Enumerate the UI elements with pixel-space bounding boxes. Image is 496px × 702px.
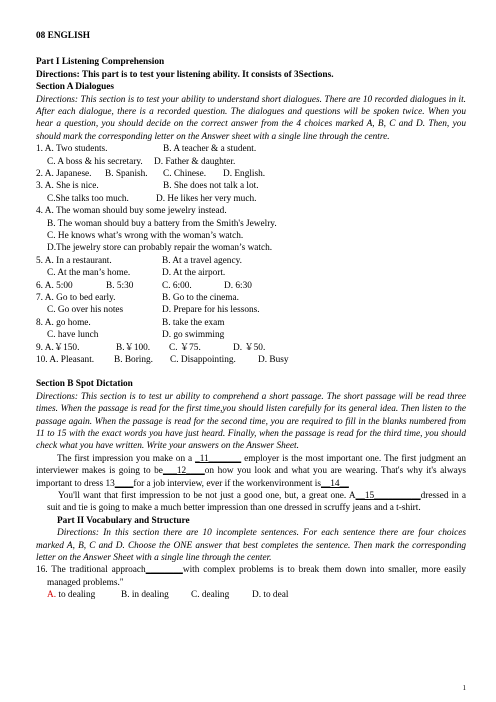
- q2-option-b: B. Spanish.: [105, 169, 148, 180]
- q16-stem-text: 16. The traditional approach: [36, 565, 146, 576]
- q3-option-d: D. He likes her very much.: [156, 193, 257, 204]
- q5-option-d: D. At the airport.: [162, 268, 226, 279]
- q8-row2: [36, 329, 466, 341]
- part2-heading: Part II Vocabulary and Structure: [57, 515, 190, 526]
- q16-option-a[interactable]: [47, 589, 95, 601]
- sectionB-directions: Directions: This section is to test ur ability to comprehend a short passage. The short passage will be read three times. When the passage is read for the first time,you should listen carefully for its general idea. Then listen to the passage again. When the passage is read for the second time, you are required to fill in the blanks numbered from 11 to 15 with the exact words you have just heard. Finally, when the passage is read for the third time, you should check what you have written. Write your answers on the Answer Sheet.: [36, 391, 466, 452]
- dictation-text: You'll want that first impression to be not just a good one, but, a great one. A: [58, 490, 356, 501]
- q6-option-a: 6. A. 5:00: [36, 280, 73, 291]
- q10-option-b: B. Boring.: [114, 354, 153, 365]
- blank-12[interactable]: ___12____: [162, 466, 205, 477]
- blank-11[interactable]: _11_______: [195, 453, 242, 464]
- q3-option-b: B. She does not talk a lot.: [163, 181, 259, 192]
- q7-option-b: B. Go to the cinema.: [162, 292, 239, 303]
- blank-15[interactable]: __15__________: [355, 490, 421, 501]
- q5-option-c: C. At the man’s home.: [47, 268, 131, 279]
- q5-option-a: 5. A. In a restaurant.: [36, 255, 112, 266]
- q4-option-d-row: [36, 242, 466, 254]
- sectionB-heading: Section B Spot Dictation: [36, 379, 133, 390]
- q5-row2: [36, 267, 466, 279]
- q2-option-c: C. Chinese.: [163, 169, 207, 180]
- q16-stem: [36, 564, 466, 589]
- q6-option-c: C. 6:00.: [162, 280, 192, 291]
- q6-option-b: B. 5:30: [106, 280, 134, 291]
- q16-option-a-text: to dealing: [56, 590, 96, 601]
- q9-option-d: D. ￥50.: [233, 342, 266, 353]
- q2-row: [36, 168, 466, 180]
- sectionA-heading: Section A Dialogues: [36, 82, 114, 93]
- q8-row1: [36, 317, 466, 329]
- q1-option-a: 1. A. Two students.: [36, 144, 108, 155]
- q4-option-d: D.The jewelry store can probably repair the woman’s watch.: [47, 243, 273, 254]
- q8-option-b: B. take the exam: [162, 317, 225, 328]
- sectionA-directions: Directions: This section is to test your ability to understand short dialogues. There are 10 recorded dialogues in it. After each dialogue, there is a recorded question. The dialogues and questions will be spoken twice. When you hear a question, you should decide on the correct answer from the 4 choices marked A, B, C and D. Then, you should mark the corresponding letter on the Answer sheet with a single line through the centre.: [36, 94, 466, 142]
- dictation-text: on how you look and what you are wearing. That's why it's always important to dress 13: [36, 466, 466, 489]
- q4-option-c-row: [36, 230, 466, 242]
- q5-option-b: B. At a travel agency.: [162, 255, 242, 266]
- q3-row2: [36, 193, 466, 205]
- q9-row: [36, 342, 466, 354]
- q4-option-a-row: [36, 205, 466, 217]
- q8-option-c: C. have lunch: [47, 330, 99, 341]
- dictation-paragraph-2: [36, 490, 466, 515]
- dictation-text: employer is the most important one. The first judgment an interviewer makes is going to be: [36, 453, 466, 477]
- blank-14[interactable]: __14__: [320, 478, 349, 489]
- q7-row1: [36, 292, 466, 304]
- q16-option-d[interactable]: D. to deal: [252, 590, 289, 601]
- q7-row2: [36, 304, 466, 316]
- q1-option-c: C. A boss & his secretary.: [47, 156, 143, 167]
- q8-option-d: D. go swimming: [162, 330, 225, 341]
- q16-stem-text: with complex problems is to break them down into smaller, more easily managed problems.": [47, 565, 466, 588]
- q5-row1: [36, 255, 466, 267]
- q16-option-c[interactable]: C. dealing: [191, 590, 230, 601]
- q10-option-c: C. Disappointing.: [170, 354, 236, 365]
- doc-title: 08 ENGLISH: [36, 31, 90, 41]
- q7-option-d: D. Prepare for his lessons.: [162, 305, 260, 316]
- q3-option-c: C.She talks too much.: [47, 193, 129, 204]
- part1-directions: Directions: This part is to test your listening ability. It consists of 3Sections.: [36, 69, 334, 80]
- q1-option-b: B. A teacher & a student.: [163, 144, 257, 155]
- q10-option-d: D. Busy: [258, 354, 289, 365]
- q2-option-d: D. English.: [223, 169, 266, 180]
- q16-option-b[interactable]: B. in dealing: [121, 590, 169, 601]
- q7-option-a: 7. A. Go to bed early.: [36, 292, 116, 303]
- q1-row2: [36, 156, 466, 168]
- part2-directions: Directions: In this section there are 10 incomplete sentences. For each sentence there are four choices marked A, B, C and D. Choose the ONE answer that best completes the sentence. Then mark the corresponding letter on the Answer Sheet with a single line through the center.: [36, 528, 466, 563]
- dictation-text: for a job interview, ever if the workenvironment is: [133, 478, 321, 489]
- q6-option-d: D. 6:30: [224, 280, 252, 291]
- q16-options-row: [36, 589, 466, 601]
- q6-row: [36, 280, 466, 292]
- part1-heading: Part I Listening Comprehension: [36, 57, 165, 68]
- q2-option-a: 2. A. Japanese.: [36, 169, 92, 180]
- q1-option-d: D. Father & daughter.: [154, 156, 236, 167]
- blank-13[interactable]: ____: [114, 478, 134, 489]
- q9-option-a: 9. A.￥150.: [36, 342, 80, 353]
- q3-option-a: 3. A. She is nice.: [36, 181, 99, 192]
- q10-row: [36, 354, 466, 366]
- q9-option-b: B.￥100.: [116, 342, 151, 353]
- dictation-text: dressed in a suit and tie is going to make a much better impression than one dressed in scruffy jeans and a t-shirt.: [47, 490, 466, 514]
- q4-option-c: C. He knows what’s wrong with the woman’s watch.: [47, 230, 244, 241]
- dictation-text: The first impression you make on a: [57, 453, 196, 464]
- document-page: [36, 30, 466, 602]
- dictation-paragraph-1: [36, 453, 466, 490]
- q16-option-a-letter: A.: [47, 590, 57, 601]
- q3-row1: [36, 180, 466, 192]
- q10-option-a: 10. A. Pleasant.: [36, 354, 95, 365]
- q4-option-a: 4. A. The woman should buy some jewelry instead.: [36, 206, 227, 217]
- q4-option-b-row: [36, 218, 466, 230]
- q7-option-c: C. Go over his notes: [47, 305, 124, 316]
- q4-option-b: B. The woman should buy a battery from the Smith's Jewelry.: [47, 218, 277, 229]
- q1-row1: [36, 143, 466, 155]
- page-number: 1: [462, 684, 466, 692]
- q16-blank[interactable]: ________: [145, 565, 183, 576]
- q8-option-a: 8. A. go home.: [36, 317, 91, 328]
- q9-option-c: C. ￥75.: [169, 342, 201, 353]
